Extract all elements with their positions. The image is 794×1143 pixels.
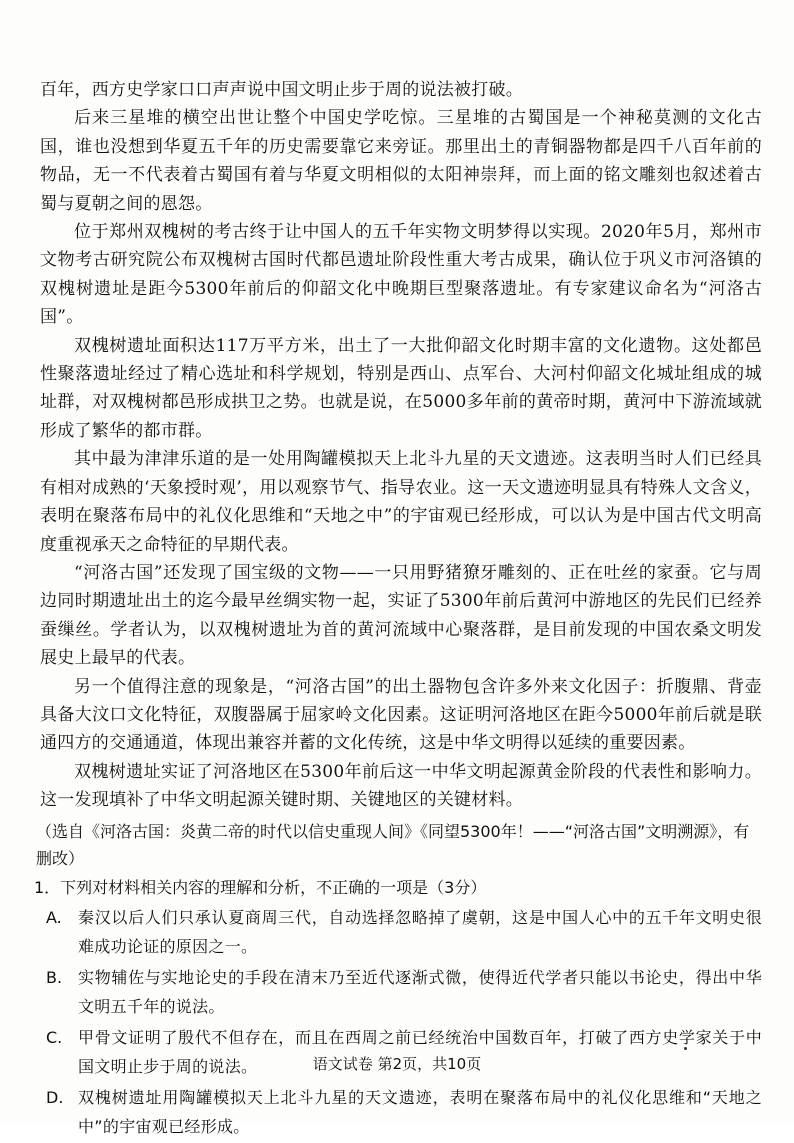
passage-paragraph-4: 双槐树遗址面积达117万平方米，出土了一大批仰韶文化时期丰富的文化遗物。这处都邑性聚落遗址经过了精心选址和科学规划，特别是西山、点军台、大河村仰韶文化城址组成的城址群，对双槐树都邑形成拱卫之势。也就是说，在5000多年前的黄帝时期，黄河中下游流域就形成了繁华的都市群。 <box>40 335 762 441</box>
option-letter: C. <box>46 1027 63 1047</box>
option-text: 甲骨文证明了殷代不但存在，而且在西周之前已经统治中国数百年，打破了西方史学家关于中国文明止步于周的说法。 <box>78 1027 762 1076</box>
passage-paragraph-2: 后来三星堆的横空出世让整个中国史学吃惊。三星堆的古蜀国是一个神秘莫测的文化古国，谁也没想到华夏五千年的历史需要靠它来旁证。那里出土的青铜器物都是四千八百年前的物品，无一不代表着古蜀国有着与华夏文明相似的太阳神崇拜，而上面的铭文雕刻也叙述着古蜀与夏朝之间的恩怨。 <box>40 108 762 214</box>
scan-speck <box>684 1047 687 1050</box>
passage-paragraph-3: 位于郑州双槐树的考古终于让中国人的五千年实物文明梦得以实现。2020年5月，郑州市文物考古研究院公布双槐树古国时代都邑遗址阶段性重大考古成果，确认位于巩义市河洛镇的双槐树遗址是距今5300年前后的仰韶文化中晚期巨型聚落遗址。有专家建议命名为“河洛古国”。 <box>40 222 762 328</box>
option-letter: A. <box>46 907 62 927</box>
option-a[interactable] <box>40 903 762 961</box>
option-b[interactable] <box>40 963 762 1021</box>
option-letter: D. <box>46 1087 64 1107</box>
passage-paragraph-6: “河洛古国”还发现了国宝级的文物——一只用野猪獠牙雕刻的、正在吐丝的家蚕。它与周边同时期遗址出土的迄今最早丝绸实物一起，实证了5300年前后黄河中游地区的先民们已经养蚕缫丝。学者认为，以双槐树遗址为首的黄河流域中心聚落群，是目前发现的中国农桑文明发展史上最早的代表。 <box>40 562 762 669</box>
option-letter: B. <box>46 967 63 987</box>
passage-paragraph-1: 百年，西方史学家口口声声说中国文明止步于周的说法被打破。 <box>40 80 523 100</box>
passage-body <box>34 76 762 1143</box>
passage-paragraph-8: 双槐树遗址实证了河洛地区在5300年前后这一中华文明起源黄金阶段的代表性和影响力。这一发现填补了中华文明起源关键时期、关键地区的关键材料。 <box>40 761 762 811</box>
passage-paragraph-5: 其中最为津津乐道的是一处用陶罐模拟天上北斗九星的天文遗迹。这表明当时人们已经具有相对成熟的‘天象授时观’，用以观察节气、指导农业。这一天文遗迹明显具有特殊人文含义，表明在聚落布局中的礼仪化思维和“天地之中”的宇宙观已经形成，可以认为是中国古代文明高度重视承天之命特征的早期代表。 <box>40 449 762 555</box>
answer-options <box>40 903 762 1141</box>
passage-paragraph-7: 另一个值得注意的现象是，“河洛古国”的出土器物包含许多外来文化因子：折腹鼎、背壶具备大汶口文化特征，双腹器属于屈家岭文化因素。这证明河洛地区在距今5000年前后就是联通四方的交通通道，体现出兼容并蓄的文化传统，这是中华文明得以延续的重要因素。 <box>40 676 762 754</box>
option-text: 秦汉以后人们只承认夏商周三代，自动选择忽略掉了虞朝，这是中国人心中的五千年文明史很难成功论证的原因之一。 <box>78 907 762 956</box>
page-footer: 语文试卷 第2页，共10页 <box>312 1055 482 1073</box>
question-stem: 1．下列对材料相关内容的理解和分析，不正确的一项是（3分） <box>34 877 487 897</box>
source-citation: （选自《河洛古国：炎黄二帝的时代以信史重现人间》《同望5300年！——“河洛古国”文明溯源》，有删改） <box>36 821 750 868</box>
option-d[interactable] <box>40 1083 762 1141</box>
option-text: 实物辅佐与实地论史的手段在清末乃至近代逐渐式微，使得近代学者只能以书论史，得出中华文明五千年的说法。 <box>78 967 762 1016</box>
option-text: 双槐树遗址用陶罐模拟天上北斗九星的天文遗迹，表明在聚落布局中的礼仪化思维和“天地之中”的宇宙观已经形成。 <box>78 1087 762 1136</box>
